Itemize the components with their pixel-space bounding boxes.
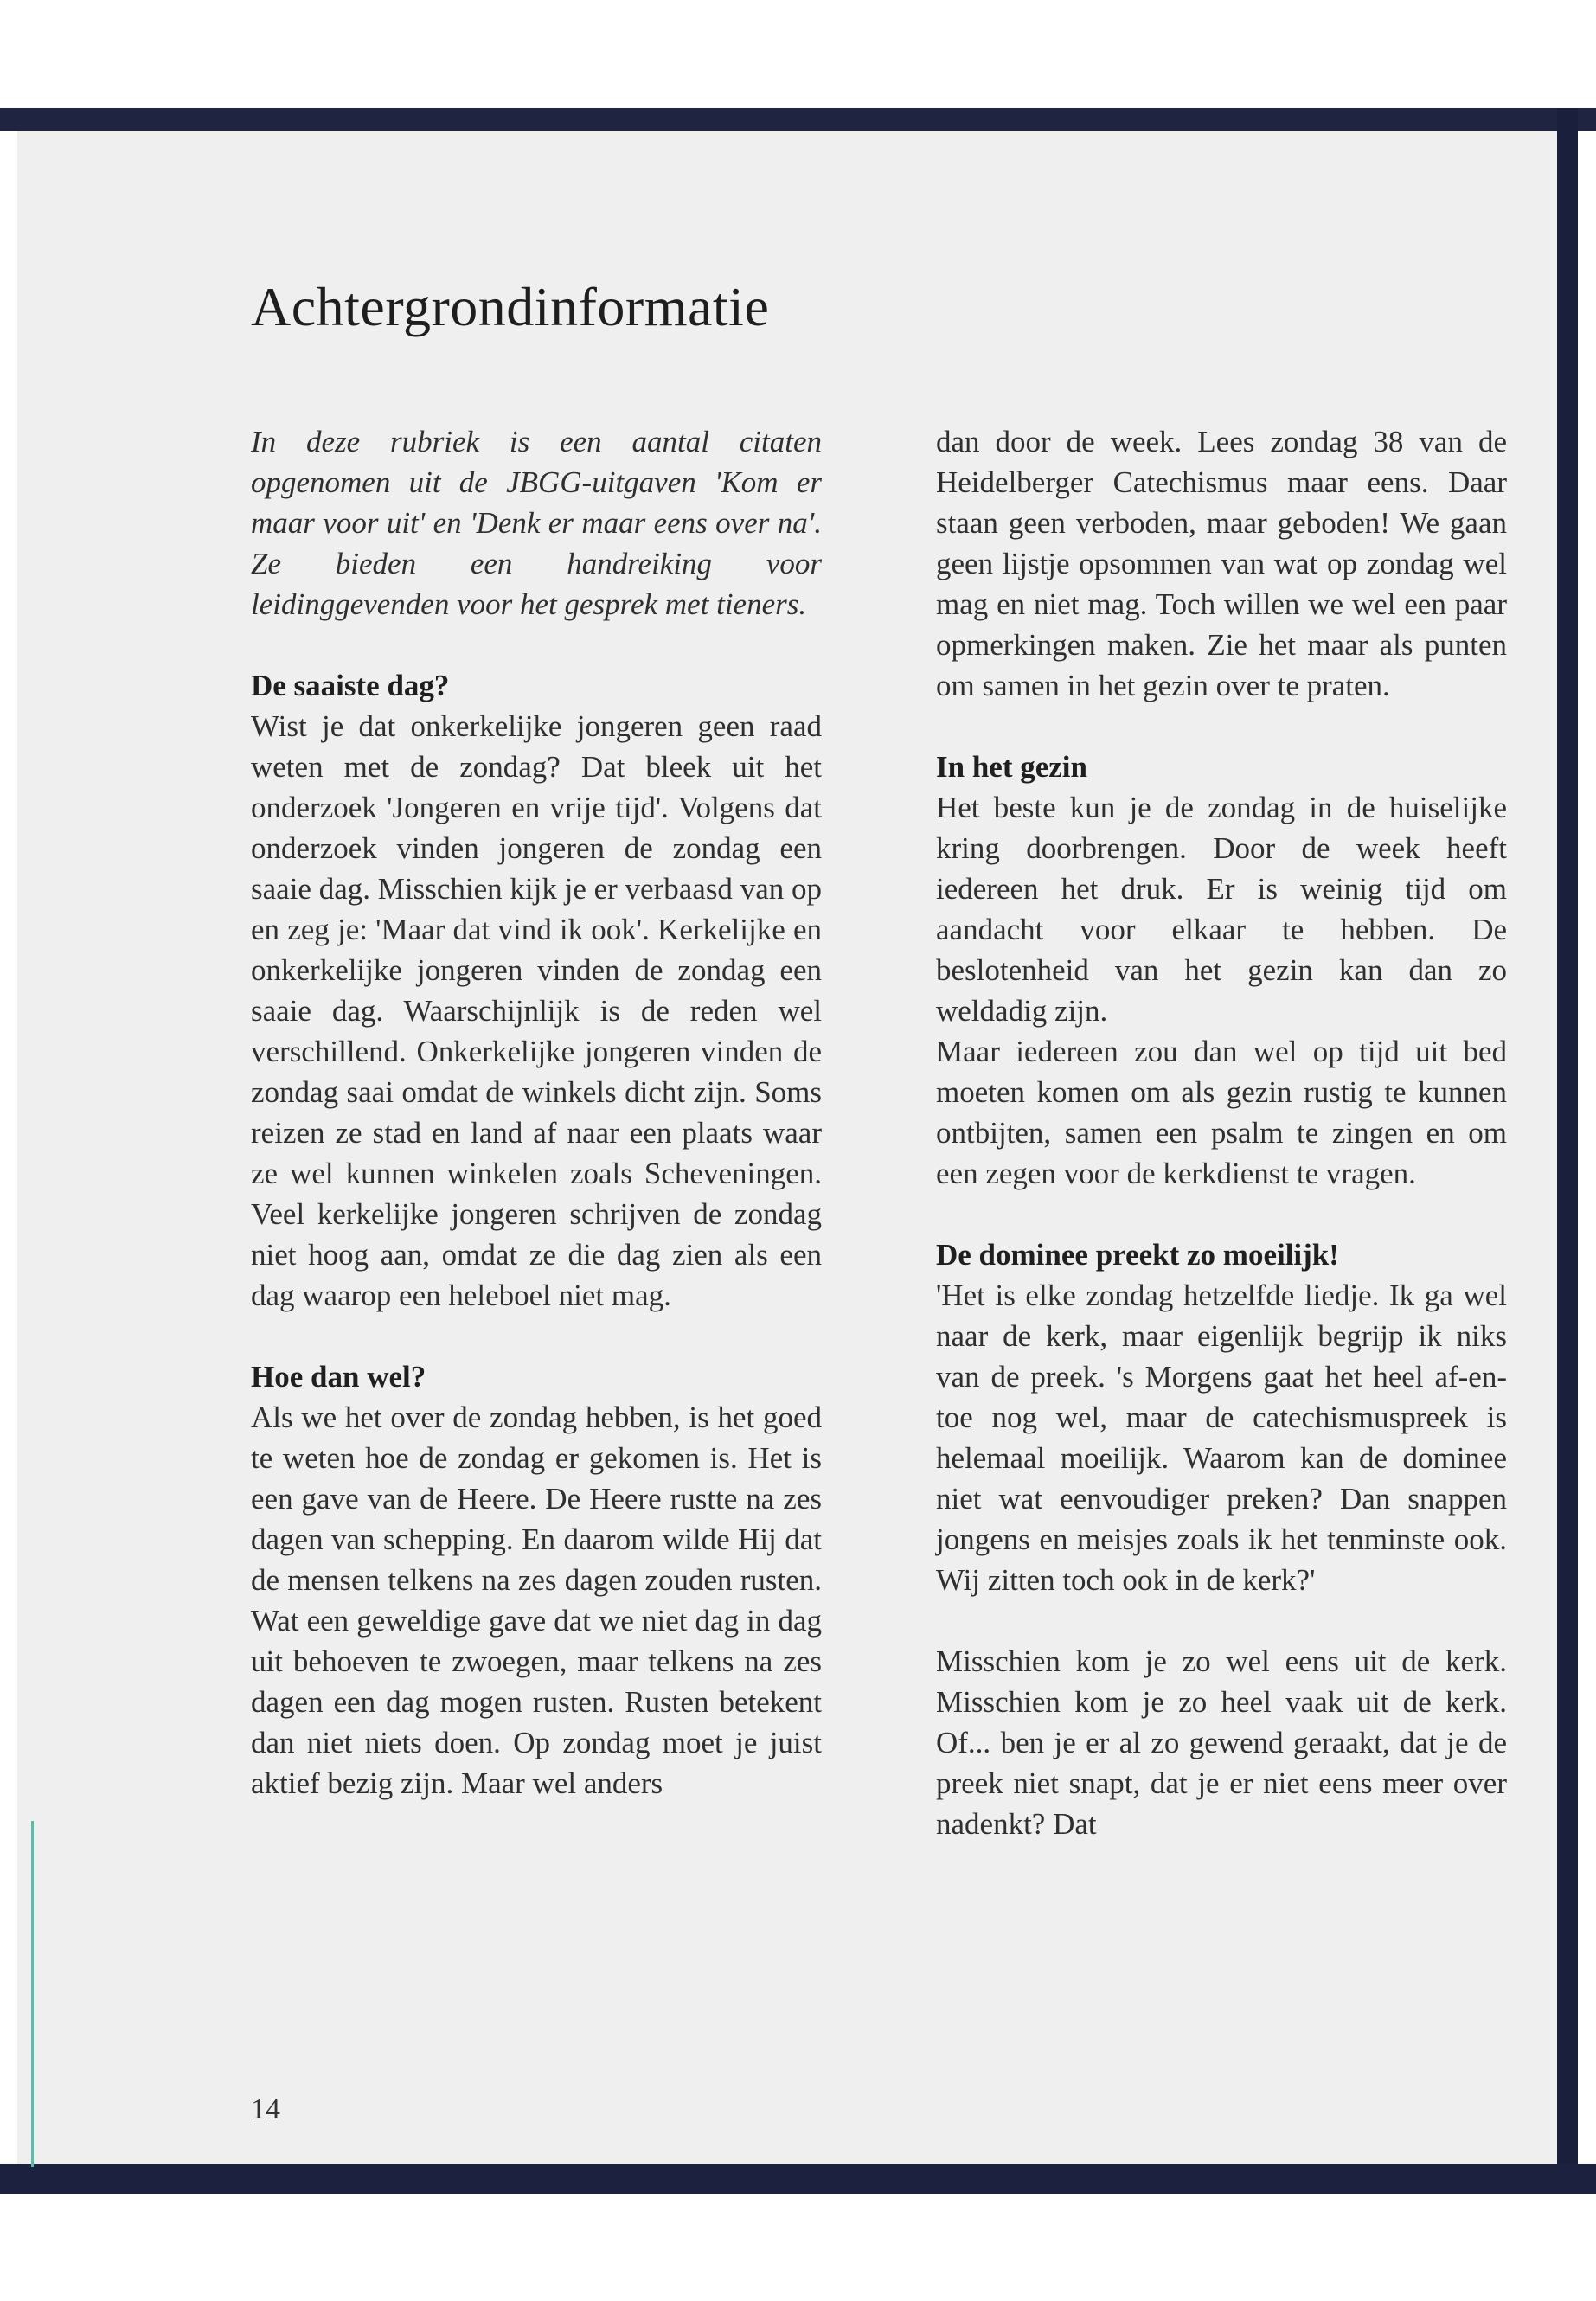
right-binding-edge [1557, 108, 1578, 2193]
section-body-saaiste-dag: Wist je dat onkerkelijke jongeren geen raad weten met de zondag? Dat bleek uit het onderzoek 'Jongeren en vrije tijd'. Volgens dat onderzoek vinden jongeren de zondag een saaie dag. Misschien kijk je er verbaasd van op en zeg je: 'Maar dat vind ik ook'. Kerkelijke en onkerkelijke jongeren vinden de zondag een saaie dag. Waarschijnlijk is de reden wel verschillend. Onkerkelijke jongeren vinden de zondag saai omdat de winkels dicht zijn. Soms reizen ze stad en land af naar een plaats waar ze wel kunnen winkelen zoals Scheveningen. Veel kerkelijke jongeren schrijven de zondag niet hoog aan, omdat ze die dag zien als een dag waarop een heleboel niet mag. [251, 709, 822, 1312]
closing-paragraph: Misschien kom je zo wel eens uit de kerk. Misschien kom je zo heel vaak uit de kerk. Of... ben je er al zo gewend geraakt, dat je de preek niet snapt, dat je er niet eens meer over nadenkt? Dat [936, 1644, 1507, 1841]
right-column [936, 421, 1507, 1844]
bottom-binding-edge [0, 2164, 1596, 2194]
section-body-dominee: 'Het is elke zondag hetzelfde liedje. Ik ga wel naar de kerk, maar eigenlijk begrijp ik niks van de preek. 's Morgens gaat het heel af-en-toe nog wel, maar de catechismuspreek is helemaal moeilijk. Waarom kan de dominee niet wat eenvoudiger preken? Dan snappen jongens en meisjes zoals ik het tenminste ook. Wij zitten toch ook in de kerk?' [936, 1279, 1507, 1597]
section-title-hoe-dan-wel: Hoe dan wel? [251, 1360, 426, 1394]
section-title-dominee: De dominee preekt zo moeilijk! [936, 1238, 1339, 1272]
top-binding-edge [0, 108, 1596, 131]
page-heading: Achtergrondinformatie [251, 276, 770, 337]
page-number: 14 [251, 2093, 280, 2125]
left-column [251, 421, 822, 1804]
section-title-saaiste-dag: De saaiste dag? [251, 669, 450, 702]
section-title-in-het-gezin: In het gezin [936, 750, 1087, 784]
section-body-in-het-gezin-1: Het beste kun je de zondag in de huiselijke kring doorbrengen. Door de week heeft iedereen het druk. Er is weinig tijd om aandacht voor elkaar te hebben. De beslotenheid van het gezin kan dan zo weldadig zijn. [936, 791, 1507, 1028]
section-body-hoe-dan-wel: Als we het over de zondag hebben, is het goed te weten hoe de zondag er gekomen is. Het is een gave van de Heere. De Heere rustte na zes dagen van schepping. En daarom wilde Hij dat de mensen telkens na zes dagen zouden rusten. Wat een geweldige gave dat we niet dag in dag uit behoeven te zwoegen, maar telkens na zes dagen een dag mogen rusten. Rusten betekent dan niet niets doen. Op zondag moet je juist aktief bezig zijn. Maar wel anders [251, 1400, 822, 1800]
section-body-in-het-gezin-2: Maar iedereen zou dan wel op tijd uit bed moeten komen om als gezin rustig te kunnen ontbijten, samen een psalm te zingen en om een zegen voor de kerkdienst te vragen. [936, 1035, 1507, 1190]
continuation-paragraph: dan door de week. Lees zondag 38 van de Heidelberger Catechismus maar eens. Daar staan geen verboden, maar geboden! We gaan geen lijstje opsommen van wat op zondag wel mag en niet mag. Toch willen we wel een paar opmerkingen maken. Zie het maar als punten om samen in het gezin over te praten. [936, 425, 1507, 702]
left-page-edge [31, 1821, 34, 2167]
intro-paragraph: In deze rubriek is een aantal citaten opgenomen uit de JBGG-uitgaven 'Kom er maar voor uit' en 'Denk er maar eens over na'. Ze bieden een handreiking voor leidinggevenden voor het gesprek met tieners. [251, 425, 822, 621]
